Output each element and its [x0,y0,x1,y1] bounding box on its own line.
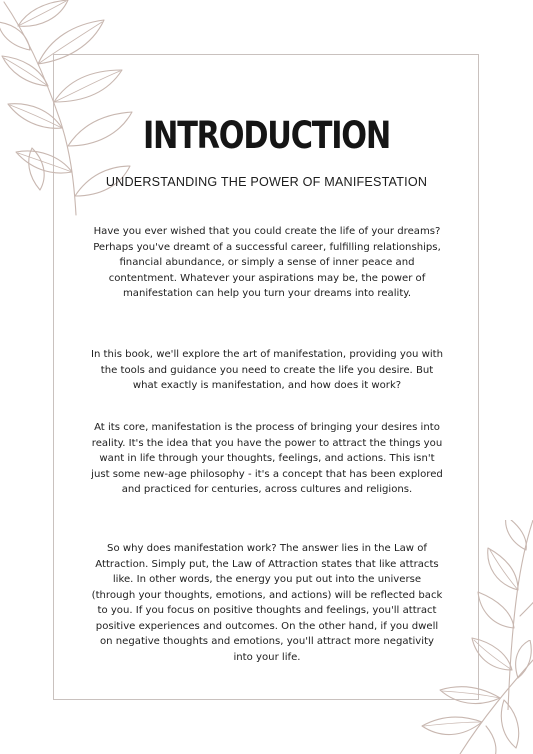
intro-paragraph-1: Have you ever wished that you could create the life of your dreams? Perhaps you've dreamt of a successful career, fulfilling relationships, financial abundance, or simply a sense of inner peace and contentment. Whatever your aspirations may be, the power of manifestation can help you turn your dreams into reality. [93,226,441,299]
intro-paragraph-2: In this book, we'll explore the art of manifestation, providing you with the tools and guidance you need to create the life you desire. But what exactly is manifestation, and how does it work? [90,349,444,391]
intro-paragraph-3: At its core, manifestation is the process of bringing your desires into reality. It's the idea that you have the power to attract the things you want in life through your thoughts, feelings, and actions. This isn't just some new-age philosophy - it's a concept that has been explored and practiced for centuries, across cultures and religions. [91,422,443,495]
page-subtitle: UNDERSTANDING THE POWER OF MANIFESTATION [105,175,428,189]
page-title: INTRODUCTION [142,114,391,157]
intro-paragraph-4: So why does manifestation work? The answer lies in the Law of Attraction. Simply put, the Law of Attraction states that like attracts like. In other words, the energy you put out into the universe (through your thoughts, emotions, and actions) will be reflected back to you. If you focus on positive thoughts and feelings, you'll attract positive experiences and outcomes. On the other hand, if you dwell on negative thoughts and emotions, you'll attract more negativity into your life. [91,543,443,663]
